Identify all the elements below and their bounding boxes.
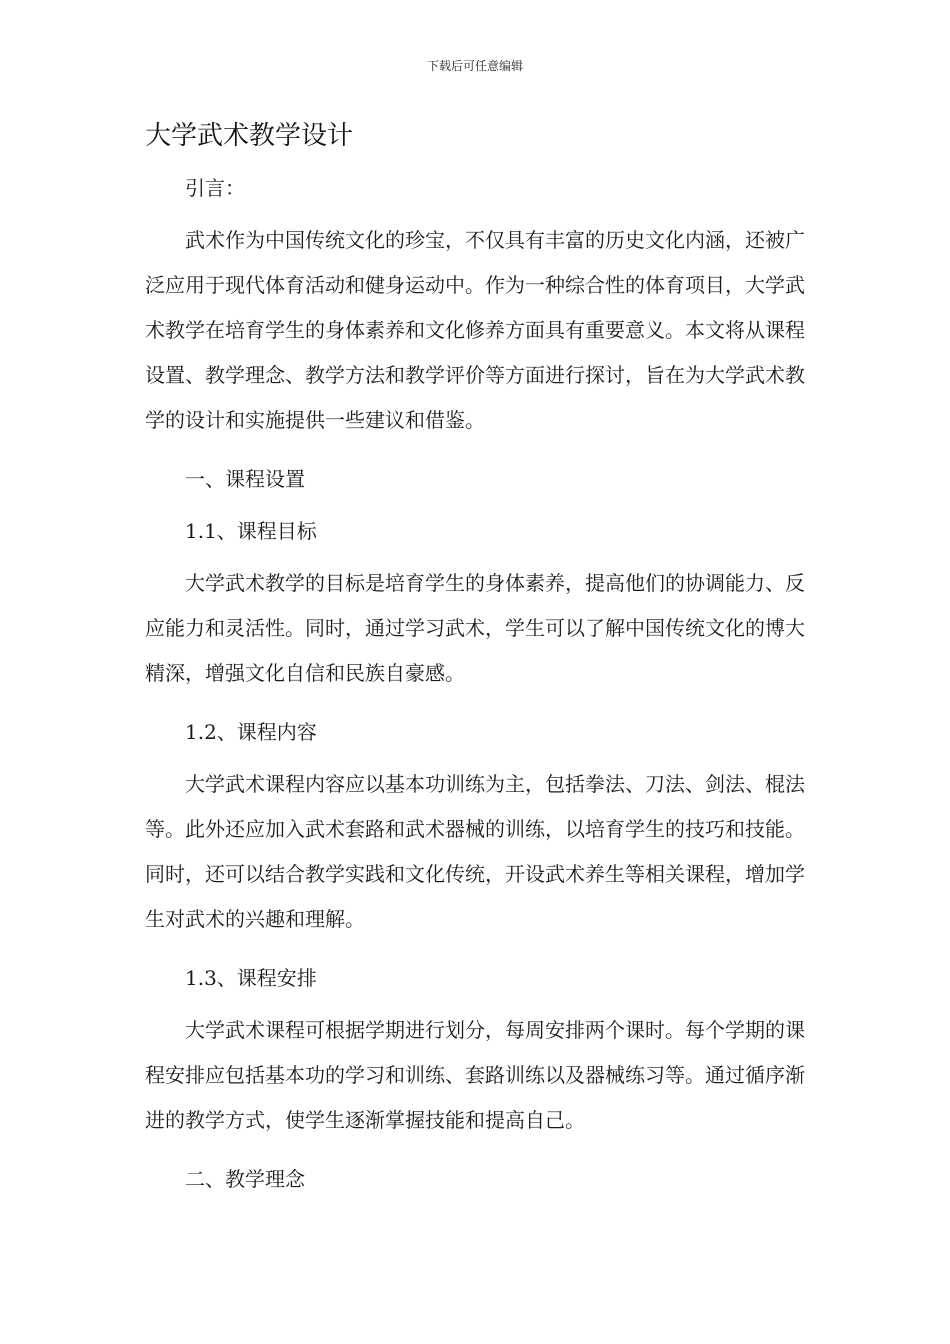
header-note: 下载后可任意编辑 (426, 59, 523, 73)
paragraph-1-3: 大学武术课程可根据学期进行划分，每周安排两个课时。每个学期的课程安排应包括基本功的学习和训练、套路训练以及器械练习等。通过循序渐进的教学方式，使学生逐渐掌握技能和提高自己。 (145, 1018, 805, 1132)
subsection-heading-1-1: 1.1、课程目标 (185, 519, 317, 543)
document-title: 大学武术教学设计 (145, 121, 354, 151)
paragraph-1-1: 大学武术教学的目标是培育学生的身体素养，提高他们的协调能力、反应能力和灵活性。同时，通过学习武术，学生可以了解中国传统文化的博大精深，增强文化自信和民族自豪感。 (145, 571, 805, 685)
document-body (145, 166, 805, 1209)
subsection-heading-1-3: 1.3、课程安排 (185, 966, 317, 990)
subsection-heading-1-2: 1.2、课程内容 (185, 720, 317, 744)
paragraph-1-2: 大学武术课程内容应以基本功训练为主，包括拳法、刀法、剑法、棍法等。此外还应加入武术套路和武术器械的训练，以培育学生的技巧和技能。同时，还可以结合教学实践和文化传统，开设武术养生等相关课程，增加学生对武术的兴趣和理解。 (145, 772, 805, 931)
paragraph-intro: 武术作为中国传统文化的珍宝，不仅具有丰富的历史文化内涵，还被广泛应用于现代体育活动和健身运动中。作为一种综合性的体育项目，大学武术教学在培育学生的身体素养和文化修养方面具有重要意义。本文将从课程设置、教学理念、教学方法和教学评价等方面进行探讨，旨在为大学武术教学的设计和实施提供一些建议和借鉴。 (145, 228, 805, 432)
section-heading-1: 一、课程设置 (185, 467, 305, 491)
section-heading-2: 二、教学理念 (185, 1167, 305, 1191)
section-heading-intro: 引言： (185, 176, 245, 200)
